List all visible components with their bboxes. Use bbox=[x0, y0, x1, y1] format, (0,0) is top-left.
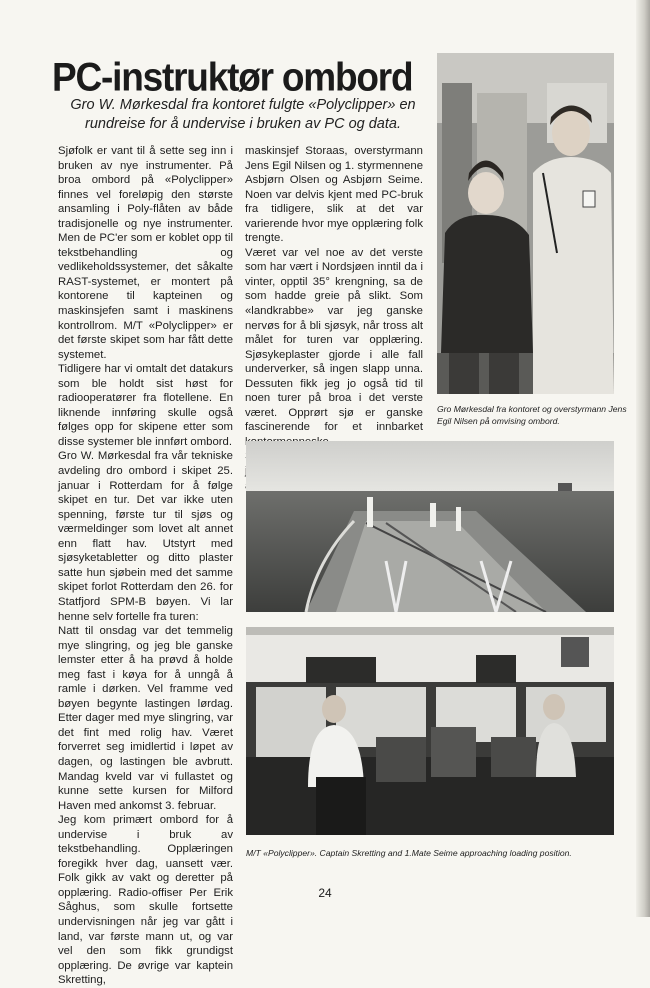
paragraph: Jeg kom primært ombord for å undervise i bruk av tekstbehandling. Opplæringen foregikk hver dag, uansett vær. Folk gikk av vakt og deretter på opplæring. Radio-offiser Per Erik Såghus, som skulle fortsette undervisningen når jeg var gått i land, var første mann ut, og var vel den som fikk grundigst opplæring. De øvrige var kaptein Skretting, bbox=[58, 814, 233, 987]
page-number: 24 bbox=[318, 886, 332, 900]
paragraph: maskinsjef Storaas, overstyrmann Jens Egil Nilsen og 1. styrmennene Asbjørn Olsen og Asbjørn Seime. Noen var delvis kjent med PC-bruk fra tidligere, slik at det var varierende hvor mye opplæring folk trengte. bbox=[245, 145, 423, 245]
article-title: PC-instruktør ombord bbox=[52, 55, 413, 100]
paragraph: Sjøfolk er vant til å sette seg inn i bruken av nye instrumenter. På broa ombord på «Polyclipper» finnes vel foreløpig den største ansamling i Poly-flåten av både tradisjonelle og nye instrumenter. Men de PC'er som er koblet opp til tekstbehandling og vedlikeholdssystemer, det såkalte RAST-systemet, er montert på kontorene til kapteinen og maskinsjefen samt i maskinens kontrollrom. M/T «Polyclipper» er det første skipet som har fått dette systemet. bbox=[58, 145, 233, 361]
paragraph: Tidligere har vi omtalt det datakurs som ble holdt sist høst for radiooperatører fra flotellene. En liknende innføring skulle også følges opp for skipene etter som disse systemer ble innført ombord. bbox=[58, 363, 233, 448]
paragraph: Været var vel noe av det verste som har vært i Nordsjøen inntil da i vinter, opptil 35° krengning, sa de som hadde greie på slikt. Som «landkrabbe» var jeg ganske nervøs for å bli sjøsyk, når tross alt målet for turen var opplæring. Sjøsykeplaster gjorde i alle fall underverker, så ingen slapp unna. Dessuten fikk jeg jo også tid til noen turer på broa i det verste været. Opprørt sjø er ganske fascinerende for et innbarket bbox=[245, 246, 423, 434]
paragraph: Gro W. Mørkesdal fra vår tekniske avdeling dro ombord i skipet 25. januar i Rotterdam for å følge skipet en tur. Det var ikke uten spenning, første tur til sjøs og værmeldinger som lovet alt annet enn flatt hav. Utstyrt med sjøsyketabletter og ditto plaster satte hun sjøbein med det samme skipet forlot Rotterdam den 26. for Statfjord SPM-B bøyen. Vi lar henne selv fortelle fra turen: bbox=[58, 450, 233, 623]
portrait-caption: Gro Mørkesdal fra kontoret og overstyrmann Jens Egil Nilsen på omvising ombord. bbox=[437, 404, 627, 426]
bridge-photo bbox=[246, 627, 614, 835]
article-lead: Gro W. Mørkesdal fra kontoret fulgte «Polyclipper» en rundreise for å undervise i bruken av PC og data. bbox=[70, 97, 416, 132]
paragraph: Natt til onsdag var det temmelig mye slingring, og jeg ble ganske lemster etter å ha prøvd å holde meg fast i køya for å unngå å ramle i dørken. Vel framme ved bøyen begynte lastingen lørdag. Etter dager med mye slingring, var det fint med rolig hav. Været forverret seg imidlertid i løpet av dagen, og lastingen ble avbrutt. Mandag kveld var vi fullastet og kunne sette kursen for Milford Haven med ankomst 3. februar. bbox=[58, 625, 233, 812]
tanker-deck-photo bbox=[246, 441, 614, 612]
portrait-photo bbox=[437, 53, 614, 394]
bridge-caption: M/T «Polyclipper». Captain Skretting and 1.Mate Seime approaching loading position. bbox=[246, 848, 572, 858]
article-column-1 bbox=[58, 144, 233, 988]
page-edge-shadow bbox=[636, 0, 650, 917]
